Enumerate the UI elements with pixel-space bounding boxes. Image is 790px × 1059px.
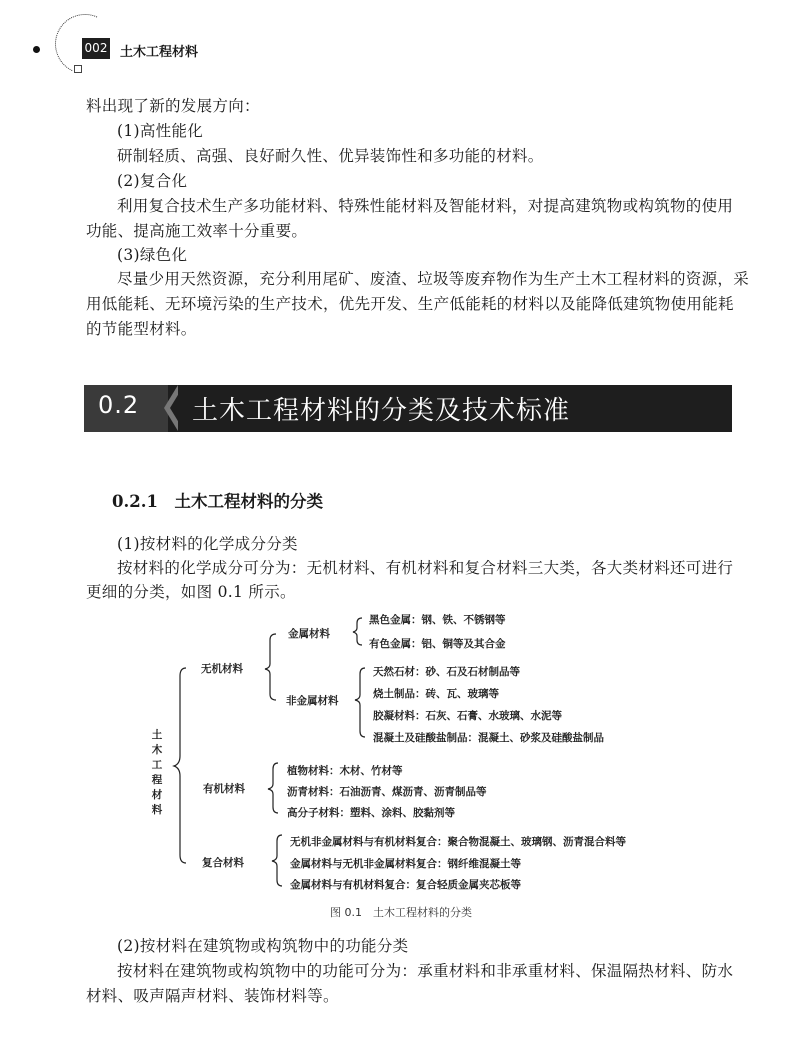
tree-root: 土木工程材料 xyxy=(151,729,163,816)
paragraph-line: 材料、吸声隔声材料、装饰材料等。 xyxy=(86,987,339,1005)
item-heading: (1)高性能化 xyxy=(117,122,204,140)
tree-node-metal: 金属材料 xyxy=(288,628,330,640)
item-heading: (1)按材料的化学成分分类 xyxy=(117,535,298,553)
paragraph-line: 按材料在建筑物或构筑物中的功能可分为：承重材料和非承重材料、保温隔热材料、防水 xyxy=(117,962,734,980)
tree-leaf: 胶凝材料：石灰、石膏、水玻璃、水泥等 xyxy=(373,710,562,722)
paragraph-line: 按材料的化学成分可分为：无机材料、有机材料和复合材料三大类，各大类材料还可进行 xyxy=(117,559,734,577)
tree-leaf: 金属材料与有机材料复合：复合轻质金属夹芯板等 xyxy=(290,879,521,891)
tree-node-composite: 复合材料 xyxy=(202,857,244,869)
tree-leaf: 天然石材：砂、石及石材制品等 xyxy=(373,666,520,678)
tree-leaf: 黑色金属：钢、铁、不锈钢等 xyxy=(369,614,506,626)
figure-caption: 图 0.1 土木工程材料的分类 xyxy=(330,906,472,919)
tree-node-organic: 有机材料 xyxy=(203,783,245,795)
subsection-number: 0.2.1 xyxy=(112,492,158,511)
tree-node-nonmetal: 非金属材料 xyxy=(286,695,339,707)
tree-leaf: 沥青材料：石油沥青、煤沥青、沥青制品等 xyxy=(287,786,487,798)
tree-leaf: 植物材料：木材、竹材等 xyxy=(287,765,403,777)
tree-node-inorganic: 无机材料 xyxy=(201,663,243,675)
tree-leaf: 烧土制品：砖、瓦、玻璃等 xyxy=(373,688,499,700)
tree-leaf: 有色金属：铝、铜等及其合金 xyxy=(369,638,506,650)
paragraph-line: 的节能型材料。 xyxy=(86,320,197,338)
paragraph-line: 研制轻质、高强、良好耐久性、优异装饰性和多功能的材料。 xyxy=(117,147,544,165)
tree-leaf: 混凝土及硅酸盐制品：混凝土、砂浆及硅酸盐制品 xyxy=(373,732,604,744)
item-heading: (2)复合化 xyxy=(117,172,188,190)
item-heading: (2)按材料在建筑物或构筑物中的功能分类 xyxy=(117,937,409,955)
section-title: 土木工程材料的分类及技术标准 xyxy=(192,396,571,426)
paragraph-line: 用低能耗、无环境污染的生产技术，优先开发、生产低能耗的材料以及能降低建筑物使用能耗 xyxy=(86,295,734,313)
paragraph-line: 功能、提高施工效率十分重要。 xyxy=(86,222,308,240)
paragraph-line: 料出现了新的发展方向： xyxy=(86,97,260,115)
paragraph-line: 利用复合技术生产多功能材料、特殊性能材料及智能材料，对提高建筑物或构筑物的使用 xyxy=(117,197,734,215)
tree-leaf: 高分子材料：塑料、涂料、胶黏剂等 xyxy=(287,807,455,819)
item-heading: (3)绿色化 xyxy=(117,246,188,264)
tree-leaf: 无机非金属材料与有机材料复合：聚合物混凝土、玻璃钢、沥青混合料等 xyxy=(290,836,626,848)
section-number: 0.2 xyxy=(98,391,140,419)
paragraph-line: 更细的分类，如图 0.1 所示。 xyxy=(86,583,296,601)
page-number: 002 xyxy=(82,38,110,59)
paragraph-line: 尽量少用天然资源，充分利用尾矿、废渣、垃圾等废弃物作为生产土木工程材料的资源，采 xyxy=(117,270,750,288)
tree-leaf: 金属材料与无机非金属材料复合：钢纤维混凝土等 xyxy=(290,858,521,870)
subsection-title: 土木工程材料的分类 xyxy=(174,492,323,511)
running-title: 土木工程材料 xyxy=(120,45,199,60)
